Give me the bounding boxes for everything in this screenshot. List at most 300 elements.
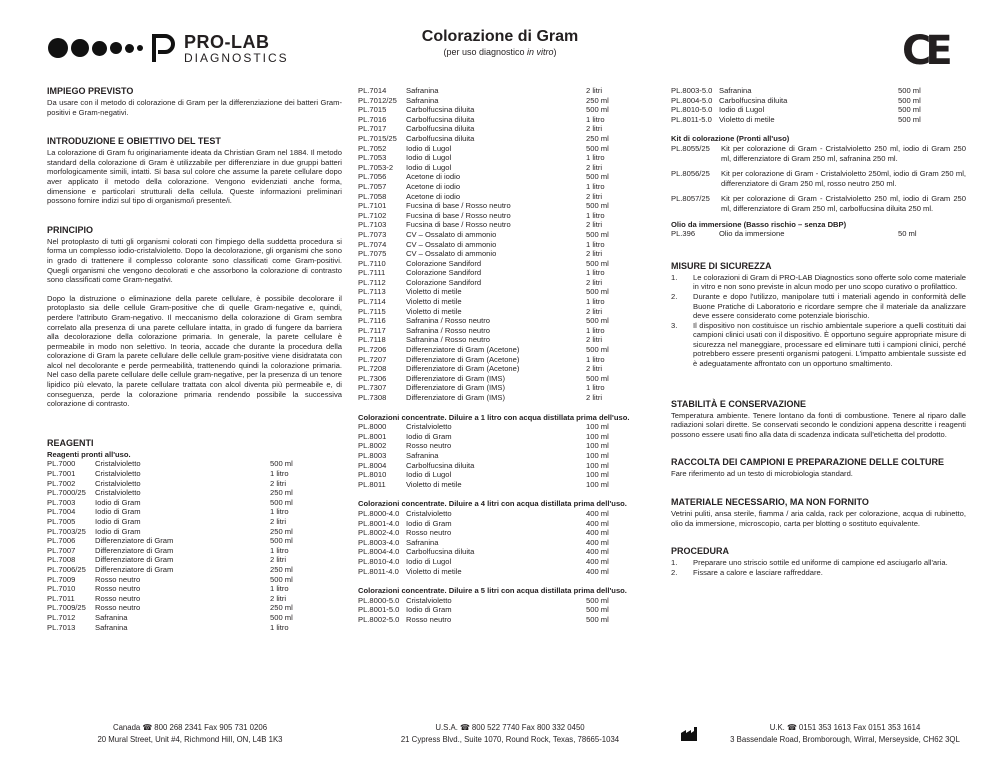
product-code: PL.7111 bbox=[358, 268, 386, 278]
product-name: Carbolfucsina diluita bbox=[406, 547, 475, 557]
kit-row bbox=[671, 144, 966, 163]
kits-list bbox=[671, 144, 966, 214]
product-qty: 400 ml bbox=[586, 556, 609, 566]
product-name: Iodio di Lugol bbox=[406, 153, 452, 163]
product-row bbox=[358, 124, 654, 134]
product-row bbox=[358, 287, 654, 297]
uk-address: 3 Bassendale Road, Bromborough, Wirral, Merseyside, CH62 3QL bbox=[730, 735, 960, 744]
product-row bbox=[358, 364, 654, 374]
product-name: Acetone di iodio bbox=[406, 191, 461, 201]
safety-item-number: 2. bbox=[671, 291, 678, 301]
product-name: Carbolfucsina diluita bbox=[406, 460, 475, 470]
product-qty: 1 litro bbox=[270, 507, 289, 517]
product-name: Cristalvioletto bbox=[406, 508, 452, 518]
product-name: Safranina bbox=[406, 537, 439, 547]
product-name: Safranina bbox=[719, 86, 752, 95]
product-name: Safranina / Rosso neutro bbox=[406, 325, 491, 335]
product-qty: 250 ml bbox=[270, 488, 293, 498]
product-row bbox=[358, 240, 654, 250]
product-code: PL.7052 bbox=[358, 143, 387, 153]
product-code: PL.7000 bbox=[47, 459, 76, 469]
product-name: Iodio di Gram bbox=[406, 431, 452, 441]
oil-heading: Olio da immersione (Basso rischio – senza DBP) bbox=[671, 219, 847, 229]
product-name: Safranina bbox=[406, 450, 439, 460]
product-qty: 500 ml bbox=[586, 258, 609, 268]
product-name: Differenziatore di Gram bbox=[95, 545, 174, 555]
product-qty: 250 ml bbox=[270, 603, 293, 613]
product-qty: 2 litri bbox=[270, 517, 287, 526]
product-row bbox=[47, 479, 342, 489]
product-row bbox=[671, 115, 966, 125]
product-code: PL.7003/25 bbox=[47, 526, 86, 536]
product-qty: 2 litri bbox=[270, 478, 287, 488]
product-row bbox=[358, 441, 654, 451]
product-code: PL.7074 bbox=[358, 239, 387, 249]
product-row bbox=[358, 480, 654, 490]
usa-address: 21 Cypress Blvd., Suite 1070, Round Rock, Texas, 78665-1034 bbox=[400, 735, 620, 744]
product-code: PL.7103 bbox=[358, 220, 387, 230]
product-qty: 1 litro bbox=[586, 325, 605, 335]
product-qty: 1 litro bbox=[586, 114, 605, 124]
product-code: PL.7012/25 bbox=[358, 95, 397, 105]
product-code: PL.7306 bbox=[358, 373, 387, 383]
product-qty: 500 ml bbox=[898, 86, 921, 95]
product-row bbox=[358, 547, 654, 557]
product-name: Iodio di Lugol bbox=[406, 556, 452, 566]
product-name: Rosso neutro bbox=[95, 574, 141, 584]
product-code: PL.8010-5.0 bbox=[671, 105, 713, 115]
product-row bbox=[358, 96, 654, 106]
materials-heading: MATERIALE NECESSARIO, MA NON FORNITO bbox=[671, 497, 869, 508]
product-row bbox=[358, 461, 654, 471]
product-qty: 400 ml bbox=[586, 508, 609, 518]
factory-icon bbox=[681, 727, 699, 741]
reagents-subheading: Reagenti pronti all'uso. bbox=[47, 449, 131, 459]
product-row bbox=[358, 230, 654, 240]
oil-row bbox=[671, 229, 966, 239]
product-row bbox=[358, 335, 654, 345]
product-code: PL.7009/25 bbox=[47, 603, 86, 613]
product-name: Carbolfucsina diluita bbox=[406, 133, 475, 143]
product-name: Differenziatore di Gram bbox=[95, 536, 174, 546]
principle-text-2: Dopo la distruzione o eliminazione della parete cellulare, è possibile decolorare il protoplasto sia delle cellule Gram-positive che di quelle Gram-negative e, quindi, perdere l'attributo Gram-negativo. Il meccanismo della colorazione di Gram sembra correlato alla presenza di una parete cellulare intatta, in grado di fungere da barriera alla decolorazione della colorazione primaria. In generale, la parete cellulare è permeabile in modo non selettivo. In teoria, accade che durante la procedura della colorazione di Gram la parete cellulare delle cellule gram-positive viene disidratata con alcol nel decolorante e perde permeabilità, trattenendo quindi la colorazione primaria. Nel caso della parete cellulare delle cellule gram-negative, per la presenza di un tenore lipidico più elevato, la parete cellulare trattata con alcol diventa più permeabile e, di conseguenza, perde la colorazione primaria rendendo possibile la successiva colorazione di contrasto. bbox=[47, 293, 342, 409]
product-qty: 1 litro bbox=[270, 584, 289, 594]
product-code: PL.7013 bbox=[47, 622, 76, 632]
product-code: PL.7012 bbox=[47, 612, 76, 622]
product-qty: 400 ml bbox=[586, 537, 609, 547]
kit-description: Kit per colorazione di Gram - Cristalvioletto 250 ml, iodio di Gram 250 ml, differenziatore di Gram 250 ml, safranina 250 ml. bbox=[721, 143, 966, 163]
product-code: PL.7110 bbox=[358, 258, 386, 268]
document-title-block bbox=[360, 28, 640, 57]
product-code: PL.8011-5.0 bbox=[671, 114, 712, 124]
product-row bbox=[358, 268, 654, 278]
product-code: PL.7073 bbox=[358, 229, 387, 239]
product-qty: 500 ml bbox=[586, 143, 609, 153]
product-name: Differenziatore di Gram bbox=[95, 555, 174, 565]
product-code: PL.7102 bbox=[358, 210, 387, 220]
product-code: PL.7207 bbox=[358, 354, 387, 364]
product-qty: 2 litri bbox=[586, 191, 603, 201]
concentrate-5l-heading: Colorazioni concentrate. Diluire a 5 litri con acqua distillata prima dell'uso. bbox=[358, 586, 627, 596]
safety-list bbox=[671, 273, 966, 369]
product-row bbox=[358, 519, 654, 529]
product-code: PL.7118 bbox=[358, 335, 386, 345]
product-row bbox=[47, 603, 342, 613]
product-row bbox=[671, 96, 966, 106]
materials-text: Vetrini puliti, ansa sterile, fiamma / aria calda, rack per colorazione, acqua di rubinetto, olio da immersione, microscopio, carta per blotting o sostituto equivalente. bbox=[671, 509, 966, 528]
oil-qty: 50 ml bbox=[898, 229, 917, 239]
oil-code: PL.396 bbox=[671, 229, 696, 239]
product-code: PL.8003 bbox=[358, 450, 387, 460]
product-row bbox=[47, 527, 342, 537]
kit-description: Kit per colorazione di Gram - Cristalvioletto 250 ml, iodio di Gram 250 ml, differenziatore di Gram 250 ml, carbolfucsina diluita 250 ml. bbox=[721, 194, 966, 213]
product-name: Rosso neutro bbox=[95, 593, 141, 603]
product-code: PL.7016 bbox=[358, 114, 387, 124]
product-code: PL.8001-4.0 bbox=[358, 518, 400, 528]
product-name: Fucsina di base / Rosso neutro bbox=[406, 220, 511, 230]
product-name: Violetto di metile bbox=[719, 114, 775, 124]
product-row bbox=[358, 355, 654, 365]
product-qty: 500 ml bbox=[898, 114, 921, 124]
product-name: Rosso neutro bbox=[406, 528, 452, 538]
product-row bbox=[358, 297, 654, 307]
product-qty: 100 ml bbox=[586, 470, 609, 480]
column-3 bbox=[671, 86, 966, 577]
product-code: PL.8002-4.0 bbox=[358, 528, 400, 538]
product-code: PL.7308 bbox=[358, 393, 387, 402]
product-row bbox=[47, 469, 342, 479]
product-qty: 500 ml bbox=[270, 459, 293, 469]
product-qty: 1 litro bbox=[586, 210, 605, 220]
brand-name: PRO-LAB bbox=[184, 31, 270, 52]
product-name: Differenziatore di Gram (IMS) bbox=[406, 373, 506, 383]
product-name: Differenziatore di Gram (Acetone) bbox=[406, 354, 520, 364]
product-name: Safranina bbox=[95, 612, 128, 622]
safety-item bbox=[671, 273, 966, 292]
product-row bbox=[358, 153, 654, 163]
product-row bbox=[47, 536, 342, 546]
product-code: PL.8001-5.0 bbox=[358, 605, 400, 615]
concentrate-4l-list bbox=[358, 509, 654, 576]
product-code: PL.8004-4.0 bbox=[358, 547, 400, 557]
intended-use-text: Da usare con il metodo di colorazione di Gram per la differenziazione dei batteri Gram- positivi e Gram-negativi. bbox=[47, 98, 342, 117]
product-code: PL.7056 bbox=[358, 172, 387, 182]
footer-canada bbox=[80, 722, 300, 746]
product-code: PL.7307 bbox=[358, 383, 387, 393]
product-qty: 1 litro bbox=[270, 469, 289, 479]
product-row bbox=[358, 105, 654, 115]
pro-lab-logo bbox=[48, 28, 289, 68]
product-row bbox=[358, 528, 654, 538]
product-code: PL.7001 bbox=[47, 469, 76, 479]
procedure-step-text: Preparare uno striscio sottile ed uniforme di campione ed asciugarlo all'aria. bbox=[693, 558, 948, 568]
footer-usa bbox=[380, 722, 640, 746]
product-name: Differenziatore di Gram (IMS) bbox=[406, 383, 506, 393]
product-name: Rosso neutro bbox=[406, 614, 452, 624]
product-qty: 2 litri bbox=[586, 220, 603, 230]
product-qty: 100 ml bbox=[586, 479, 609, 489]
product-name: Carbolfucsina diluita bbox=[406, 114, 475, 124]
concentrate-5l-list bbox=[358, 596, 654, 625]
product-name: Differenziatore di Gram (IMS) bbox=[406, 393, 506, 402]
product-name: Violetto di metile bbox=[406, 297, 462, 307]
product-name: Violetto di metile bbox=[406, 479, 462, 489]
product-code: PL.7000/25 bbox=[47, 488, 86, 498]
product-qty: 1 litro bbox=[586, 297, 605, 307]
product-code: PL.7017 bbox=[358, 124, 387, 134]
product-code: PL.8000-4.0 bbox=[358, 508, 400, 518]
product-qty: 2 litri bbox=[586, 364, 603, 374]
product-row bbox=[47, 584, 342, 594]
safety-item bbox=[671, 321, 966, 369]
product-row bbox=[671, 86, 966, 96]
product-code: PL.7116 bbox=[358, 316, 386, 326]
product-name: Colorazione Sandiford bbox=[406, 268, 482, 278]
product-row bbox=[358, 451, 654, 461]
product-code: PL.8003-5.0 bbox=[671, 86, 713, 95]
stability-text: Temperatura ambiente. Tenere lontano da fonti di combustione. Tenere al riparo dalle radiazioni solari dirette. Se conservati secondo le condizioni appena descritte i reagenti possono essere usati fino alla data di scadenza indicata sull'etichetta del prodotto. bbox=[671, 410, 966, 439]
reagents-list-2 bbox=[358, 86, 654, 403]
product-code: PL.8011-4.0 bbox=[358, 566, 399, 576]
product-qty: 250 ml bbox=[270, 526, 293, 536]
product-qty: 2 litri bbox=[586, 249, 603, 259]
product-name: Acetone di iodio bbox=[406, 172, 461, 182]
product-qty: 2 litri bbox=[586, 277, 603, 287]
product-row bbox=[358, 249, 654, 259]
product-qty: 1 litro bbox=[586, 181, 605, 191]
product-qty: 500 ml bbox=[898, 105, 921, 115]
concentrate-5l-list-cont bbox=[671, 86, 966, 124]
product-code: PL.7005 bbox=[47, 517, 76, 526]
product-code: PL.8010 bbox=[358, 470, 387, 480]
product-row bbox=[358, 134, 654, 144]
product-name: Cristalvioletto bbox=[95, 488, 141, 498]
product-row bbox=[358, 383, 654, 393]
product-row bbox=[358, 596, 654, 606]
product-name: Cristalvioletto bbox=[406, 422, 452, 432]
product-code: PL.7015 bbox=[358, 105, 387, 115]
product-qty: 100 ml bbox=[586, 422, 609, 432]
product-row bbox=[47, 546, 342, 556]
product-name: Cristalvioletto bbox=[95, 469, 141, 479]
product-row bbox=[358, 182, 654, 192]
kit-description: Kit per colorazione di Gram - Cristalvioletto 250ml, iodio di Gram 250 ml, differenziatore di Gram 250 ml, rosso neutro 250 ml. bbox=[721, 169, 966, 188]
product-name: Cristalvioletto bbox=[95, 459, 141, 469]
product-code: PL.8003-4.0 bbox=[358, 537, 400, 547]
product-code: PL.7206 bbox=[358, 345, 387, 355]
product-code: PL.8011 bbox=[358, 479, 386, 489]
product-name: Violetto di metile bbox=[406, 566, 462, 576]
product-row bbox=[47, 488, 342, 498]
product-name: Cristalvioletto bbox=[95, 478, 141, 488]
product-qty: 250 ml bbox=[586, 95, 609, 105]
product-name: Fucsina di base / Rosso neutro bbox=[406, 201, 511, 211]
product-name: CV – Ossalato di ammonio bbox=[406, 249, 497, 259]
canada-address: 20 Mural Street, Unit #4, Richmond Hill, ON, L4B 1K3 bbox=[97, 735, 283, 744]
product-qty: 500 ml bbox=[586, 595, 609, 605]
product-qty: 500 ml bbox=[270, 497, 293, 507]
product-code: PL.7011 bbox=[47, 593, 75, 603]
product-code: PL.8010-4.0 bbox=[358, 556, 400, 566]
safety-heading: MISURE DI SICUREZZA bbox=[671, 260, 772, 271]
product-name: Iodio di Gram bbox=[95, 526, 141, 536]
product-name: Safranina bbox=[406, 86, 439, 95]
product-name: Acetone di iodio bbox=[406, 181, 461, 191]
product-row bbox=[358, 509, 654, 519]
product-row bbox=[47, 507, 342, 517]
product-row bbox=[358, 278, 654, 288]
product-code: PL.7058 bbox=[358, 191, 387, 201]
collection-text: Fare riferimento ad un testo di microbiologia standard. bbox=[671, 469, 853, 479]
concentrate-4l-heading: Colorazioni concentrate. Diluire a 4 litri con acqua distillata prima dell'uso. bbox=[358, 499, 627, 509]
product-name: Violetto di metile bbox=[406, 287, 462, 297]
product-row bbox=[358, 605, 654, 615]
product-qty: 500 ml bbox=[586, 172, 609, 182]
product-row bbox=[47, 623, 342, 633]
concentrate-1l-list bbox=[358, 422, 654, 489]
product-row bbox=[47, 459, 342, 469]
product-name: Iodio di Lugol bbox=[406, 470, 452, 480]
product-code: PL.7003 bbox=[47, 497, 76, 507]
product-name: Iodio di Gram bbox=[406, 605, 452, 615]
product-row bbox=[47, 565, 342, 575]
product-qty: 100 ml bbox=[586, 450, 609, 460]
product-qty: 100 ml bbox=[586, 431, 609, 441]
product-name: Differenziatore di Gram (Acetone) bbox=[406, 364, 520, 374]
product-row bbox=[358, 345, 654, 355]
product-row bbox=[47, 517, 342, 527]
product-name: Carbolfucsina diluita bbox=[719, 95, 788, 105]
collection-heading: RACCOLTA DEI CAMPIONI E PREPARAZIONE DELLE COLTURE bbox=[671, 457, 945, 468]
product-qty: 2 litri bbox=[270, 593, 287, 603]
product-row bbox=[358, 163, 654, 173]
product-row bbox=[47, 498, 342, 508]
product-qty: 1 litro bbox=[586, 383, 605, 393]
product-name: Differenziatore di Gram (Acetone) bbox=[406, 345, 520, 355]
safety-item bbox=[671, 292, 966, 321]
product-code: PL.7101 bbox=[358, 201, 387, 211]
product-code: PL.8000-5.0 bbox=[358, 595, 400, 605]
product-code: PL.8001 bbox=[358, 431, 387, 441]
product-qty: 400 ml bbox=[586, 518, 609, 528]
safety-item-text: Il dispositivo non costituisce un rischio ambientale superiore a quelli costituiti dai campioni clinici usati con il dispositivo. È opportuno seguire appropriate misure di sicurezza nel maneggiare, processare ed eliminare tutti i campioni clinici, perché potrebbero essere presenti organismi patogeni. L'impatto ambientale sussiste ed è adeguatamente affrontato con un opportuno smaltimento. bbox=[693, 320, 966, 369]
logo-dots bbox=[48, 38, 146, 58]
product-qty: 500 ml bbox=[586, 345, 609, 355]
product-qty: 500 ml bbox=[586, 287, 609, 297]
product-qty: 1 litro bbox=[586, 354, 605, 364]
product-qty: 500 ml bbox=[898, 95, 921, 105]
product-name: Cristalvioletto bbox=[406, 595, 452, 605]
intro-text: La colorazione di Gram fu originariamente ideata da Christian Gram nel 1884. Il metodo standard della colorazione di Gram è utilizzabile per differenziare in due gruppi batteri morfologicamente simili, intatti. Si basa sul colore che assume la parete cellulare dopo aver applicato il metodo della colorazione. Vengono evidenziati anche forma, dimensione e particolari strutturali della cellula. Queste informazioni preliminari possono fornire indizi sul tipo di organismo/i presente/i. bbox=[47, 148, 342, 206]
procedure-list bbox=[671, 558, 966, 577]
product-qty: 2 litri bbox=[270, 555, 287, 565]
product-row bbox=[47, 594, 342, 604]
product-code: PL.7117 bbox=[358, 325, 386, 335]
ce-mark-icon: CE bbox=[902, 28, 947, 74]
product-name: Iodio di Lugol bbox=[406, 162, 452, 172]
procedure-step bbox=[671, 568, 966, 578]
safety-item-text: Durante e dopo l'utilizzo, manipolare tutti i materiali agendo in conformità delle Buone Pratiche di Laboratorio e ricordare sempre che il materiale da analizzare deve essere considerato come potenziale biorischio. bbox=[693, 291, 966, 321]
product-row bbox=[358, 393, 654, 403]
product-code: PL.7006/25 bbox=[47, 564, 86, 574]
product-row bbox=[358, 615, 654, 625]
product-row bbox=[358, 172, 654, 182]
product-name: CV – Ossalato di ammonio bbox=[406, 239, 497, 249]
product-name: Iodio di Gram bbox=[406, 518, 452, 528]
product-qty: 500 ml bbox=[270, 536, 293, 546]
product-qty: 400 ml bbox=[586, 528, 609, 538]
stability-heading: STABILITÀ E CONSERVAZIONE bbox=[671, 398, 807, 409]
canada-contact: Canada ☎ 800 268 2341 Fax 905 731 0206 bbox=[112, 723, 268, 732]
brand-text bbox=[184, 33, 289, 64]
product-qty: 1 litro bbox=[586, 153, 605, 163]
product-name: Rosso neutro bbox=[95, 603, 141, 613]
product-row bbox=[671, 105, 966, 115]
product-qty: 1 litro bbox=[586, 268, 605, 278]
principle-text-1: Nel protoplasto di tutti gli organismi colorati con l'impiego della suddetta procedura si forma un complesso iodio-cristalvioletto. Dopo la decolorazione, gli organismi che sono in grado di trattenere il complesso colorante sono classificati come Gram-positivi. Quegli organismi che vengono decolorati e che assorbono la colorazione di contrasto sono classificati come Gram-negativi. bbox=[47, 236, 342, 285]
intended-use-heading: IMPIEGO PREVISTO bbox=[47, 86, 134, 96]
product-name: Rosso neutro bbox=[406, 441, 452, 451]
product-code: PL.7075 bbox=[358, 249, 387, 259]
product-qty: 2 litri bbox=[586, 124, 603, 134]
procedure-heading: PROCEDURA bbox=[671, 546, 730, 557]
product-name: Carbolfucsina diluita bbox=[406, 105, 475, 115]
product-code: PL.7002 bbox=[47, 478, 76, 488]
product-qty: 500 ml bbox=[586, 373, 609, 383]
brand-subtitle: DIAGNOSTICS bbox=[184, 50, 289, 65]
product-row bbox=[47, 575, 342, 585]
product-name: Violetto di metile bbox=[406, 306, 462, 316]
product-name: Iodio di Lugol bbox=[719, 105, 765, 115]
product-qty: 500 ml bbox=[586, 201, 609, 211]
product-qty: 1 litro bbox=[270, 545, 289, 555]
product-row bbox=[358, 316, 654, 326]
product-name: Differenziatore di Gram bbox=[95, 564, 174, 574]
product-name: Safranina / Rosso neutro bbox=[406, 335, 491, 345]
product-qty: 2 litri bbox=[586, 335, 603, 345]
product-code: PL.7114 bbox=[358, 297, 386, 307]
product-qty: 1 litro bbox=[270, 622, 289, 632]
procedure-step-number: 2. bbox=[671, 567, 678, 577]
uk-contact: U.K. ☎ 0151 353 1613 Fax 0151 353 1614 bbox=[769, 723, 921, 732]
product-qty: 2 litri bbox=[586, 86, 603, 95]
product-row bbox=[358, 259, 654, 269]
product-name: Colorazione Sandiford bbox=[406, 258, 482, 268]
product-code: PL.7014 bbox=[358, 86, 387, 95]
product-row bbox=[358, 220, 654, 230]
procedure-step-text: Fissare a calore e lasciare raffreddare. bbox=[693, 567, 823, 577]
product-qty: 1 litro bbox=[586, 239, 605, 249]
product-row bbox=[358, 567, 654, 577]
product-code: PL.7115 bbox=[358, 306, 386, 316]
product-code: PL.7008 bbox=[47, 555, 76, 565]
reagents-heading: REAGENTI bbox=[47, 437, 94, 448]
usa-contact: U.S.A. ☎ 800 522 7740 Fax 800 332 0450 bbox=[435, 723, 585, 732]
product-qty: 500 ml bbox=[586, 105, 609, 115]
oil-name: Olio da immersione bbox=[719, 229, 785, 239]
product-qty: 500 ml bbox=[270, 612, 293, 622]
procedure-step-number: 1. bbox=[671, 558, 678, 568]
product-name: Iodio di Gram bbox=[95, 497, 141, 507]
product-row bbox=[358, 86, 654, 96]
product-name: Carbolfucsina diluita bbox=[406, 124, 475, 134]
product-qty: 100 ml bbox=[586, 441, 609, 451]
product-code: PL.8002 bbox=[358, 441, 387, 451]
reagents-list-1 bbox=[47, 459, 342, 632]
safety-item-number: 3. bbox=[671, 320, 678, 330]
product-qty: 500 ml bbox=[270, 574, 293, 584]
product-row bbox=[358, 211, 654, 221]
